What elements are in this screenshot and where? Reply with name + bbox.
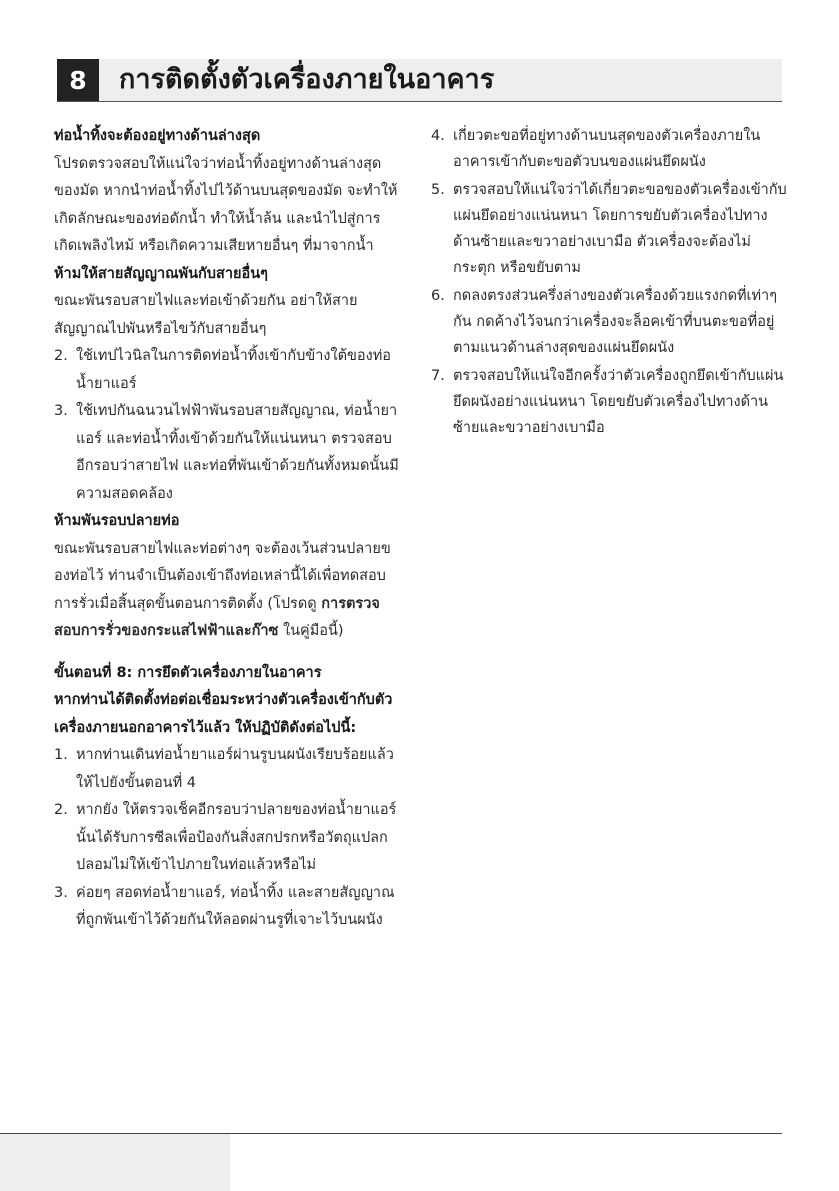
list-text: ตรวจสอบให้แน่ใจอีกครั้งว่าตัวเครื่องถูกยึดเข้ากับแผ่นยึดผนังอย่างแน่นหนา โดยขยับตัวเครื่องไปทางด้านซ้ายและขวาอย่างเบามือ [453, 368, 784, 436]
list-text: ค่อยๆ สอดท่อน้ำยาแอร์, ท่อน้ำทิ้ง และสายสัญญาณที่ถูกพันเข้าไว้ด้วยกันให้ลอดผ่านรูที่เจาะไว้บนผนัง [76, 884, 395, 928]
list-item [431, 283, 791, 361]
drain-heading: ท่อน้ำทิ้งจะต้องอยู่ทางด้านล่างสุด [54, 128, 261, 144]
signal-heading: ห้ามให้สายสัญญาณพันกับสายอื่นๆ [54, 265, 268, 282]
step-heading: ขั้นตอนที่ 8: การยึดตัวเครื่องภายในอาคาร [54, 664, 322, 681]
end-text [54, 536, 399, 646]
left-column [54, 123, 399, 935]
footer-block [0, 1134, 230, 1191]
list-item [54, 742, 399, 797]
list-text: หากยัง ให้ตรวจเช็คอีกรอบว่าปลายของท่อน้ำยาแอร์นั้นได้รับการซีลเพื่อป้องกันสิ่งสกปรกหรือวัตถุแปลกปลอมไม่ให้เข้าไปภายในท่อแล้วหรือไม่ [76, 802, 397, 873]
list-number: 3. [54, 403, 68, 419]
list-item [431, 123, 791, 175]
list-text: หากท่านเดินท่อน้ำยาแอร์ผ่านรูบนผนังเรียบร้อยแล้ว ให้ไปยังขั้นตอนที่ 4 [76, 747, 394, 791]
right-column [431, 123, 791, 443]
list-text: เกี่ยวตะขอที่อยู่ทางด้านบนสุดของตัวเครื่องภายในอาคารเข้ากับตะขอตัวบนของแผ่นยึดผนัง [453, 128, 761, 170]
step-list [54, 742, 399, 935]
end-text-part: ขณะพันรอบสายไฟและท่อต่างๆ จะต้องเว้นส่วนปลายของท่อไว้ ท่านจำเป็นต้องเข้าถึงท่อเหล่านี้ได้เพื่อทดสอบการรั่วเมื่อสิ้นสุดขั้นตอนการติดตั้ง (โปรดดู [54, 540, 391, 612]
end-text-part: ในคู่มือนี้) [278, 623, 344, 639]
list-item [54, 398, 399, 508]
list-text: ตรวจสอบให้แน่ใจว่าได้เกี่ยวตะขอของตัวเครื่องเข้ากับแผ่นยึดอย่างแน่นหนา โดยการขยับตัวเครื่องไปทางด้านซ้ายและขวาอย่างเบามือ ตัวเครื่องจะต้องไม่กระตุก หรือขยับตาม [453, 182, 787, 276]
list-number: 6. [431, 288, 445, 304]
list-item [54, 880, 399, 935]
list-number: 3. [54, 884, 68, 901]
list-text: ใช้เทปไวนิลในการติดท่อน้ำทิ้งเข้ากับข้างใต้ของท่อน้ำยาแอร์ [76, 348, 391, 392]
leak-test-reference: การตรวจสอบการรั่วของกระแสไฟฟ้าและก๊าซ [54, 595, 380, 639]
list-number: 2. [54, 802, 68, 818]
list-text: กดลงตรงส่วนครึ่งล่างของตัวเครื่องด้วยแรงกดที่เท่าๆ กัน กดค้างไว้จนกว่าเครื่องจะล็อคเข้าที่บนตะขอที่อยู่ตามแนวด้านล่างสุดของแผ่นยึดผนัง [453, 288, 777, 356]
list-item [431, 177, 791, 281]
step-list-continued [431, 123, 791, 441]
signal-list [54, 343, 399, 508]
list-number: 5. [431, 182, 445, 198]
list-number: 1. [54, 747, 68, 763]
end-heading: ห้ามพันรอบปลายท่อ [54, 513, 180, 529]
step-intro: หากท่านได้ติดตั้งท่อต่อเชื่อมระหว่างตัวเครื่องเข้ากับตัวเครื่องภายนอกอาคารไว้แล้ว ให้ปฏิบัติดังต่อไปนี้: [54, 692, 393, 736]
signal-text: ขณะพันรอบสายไฟและท่อเข้าด้วยกัน อย่าให้สายสัญญาณไปพันหรือไขว้กับสายอื่นๆ [54, 293, 358, 337]
list-item [54, 343, 399, 398]
list-item [54, 797, 399, 880]
chapter-number: 8 [57, 59, 99, 101]
drain-text: โปรดตรวจสอบให้แน่ใจว่าท่อน้ำทิ้งอยู่ทางด้านล่างสุดของมัด หากนำท่อน้ำทิ้งไปไว้ด้านบนสุดของมัด จะทำให้เกิดลักษณะของท่อดักน้ำ ทำให้น้ำล้น และนำไปสู่การเกิดเพลิงไหม้ หรือเกิดความเสียหายอื่นๆ ที่มาจากน้ำ [54, 155, 398, 254]
list-number: 2. [54, 348, 68, 364]
list-number: 7. [431, 368, 445, 384]
chapter-title: การติดตั้งตัวเครื่องภายในอาคาร [119, 64, 495, 95]
list-text: ใช้เทปกันฉนวนไฟฟ้าพันรอบสายสัญญาณ, ท่อน้ำยาแอร์ และท่อน้ำทิ้งเข้าด้วยกันให้แน่นหนา ตรวจสอบอีกรอบว่าสายไฟ และท่อที่พันเข้าด้วยกันทั้งหมดนั้นมีความสอดคล้อง [76, 403, 399, 502]
chapter-header [57, 59, 782, 102]
list-item [431, 363, 791, 441]
list-number: 4. [431, 128, 445, 144]
